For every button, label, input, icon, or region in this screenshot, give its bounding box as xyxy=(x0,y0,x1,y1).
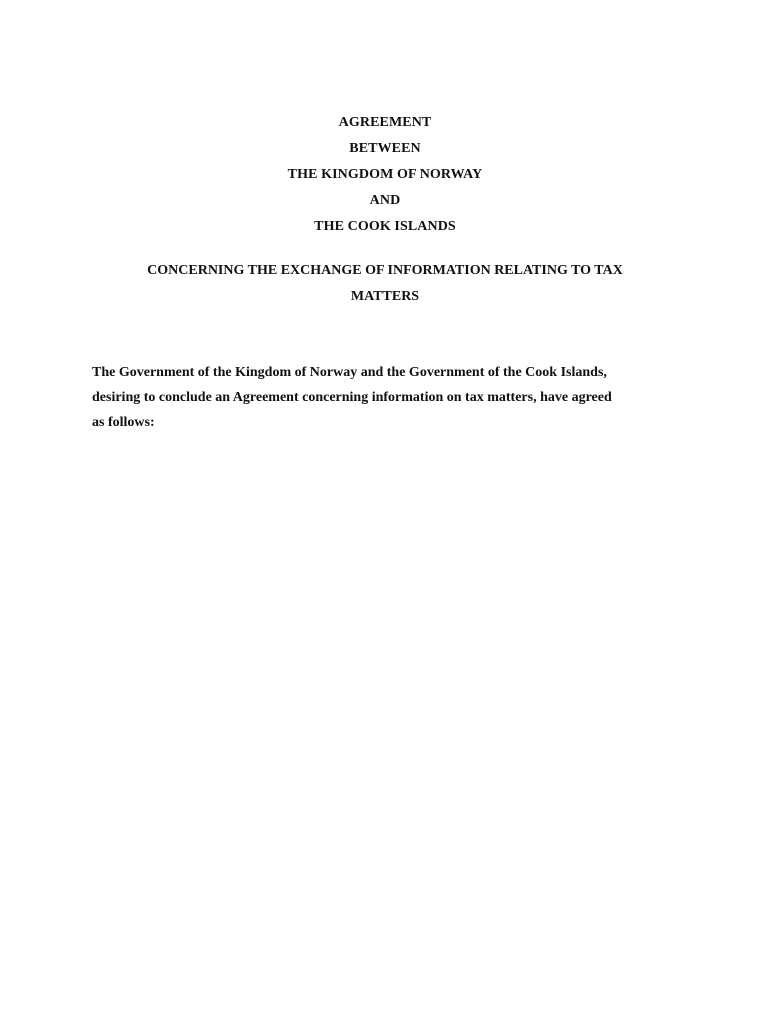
preamble-line-3: as follows: xyxy=(92,415,155,430)
subject-line-1: CONCERNING THE EXCHANGE OF INFORMATION RELATING TO TAX xyxy=(147,263,623,278)
preamble-line-2: desiring to conclude an Agreement concerning information on tax matters, have agreed xyxy=(92,390,612,405)
title-line-between: BETWEEN xyxy=(349,141,421,156)
title-line-and: AND xyxy=(369,193,401,208)
agreement-title xyxy=(0,110,770,240)
agreement-subject xyxy=(0,258,770,310)
title-line-agreement: AGREEMENT xyxy=(338,115,432,130)
title-line-party-cook-islands: THE COOK ISLANDS xyxy=(314,219,456,234)
preamble-line-1: The Government of the Kingdom of Norway and the Government of the Cook Islands, xyxy=(92,365,607,380)
subject-line-2: MATTERS xyxy=(350,289,420,304)
preamble-paragraph xyxy=(92,360,682,435)
title-line-party-norway: THE KINGDOM OF NORWAY xyxy=(287,167,483,182)
